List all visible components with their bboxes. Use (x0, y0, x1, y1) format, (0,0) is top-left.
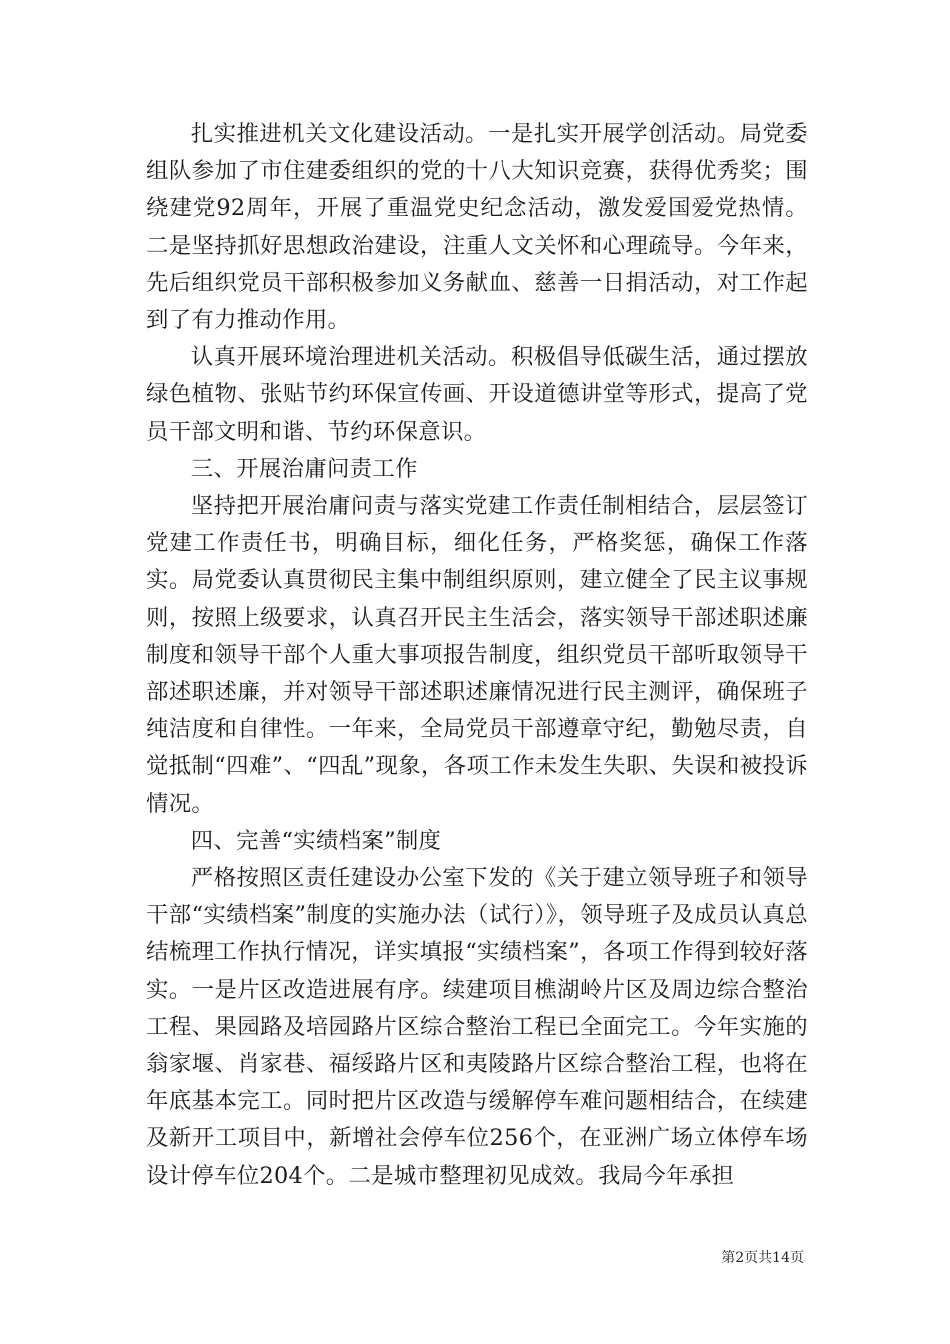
paragraph-accountability: 坚持把开展治庸问责与落实党建工作责任制相结合，层层签订党建工作责任书，明确目标，细化任务，严格奖惩，确保工作落实。局党委认真贯彻民主集中制组织原则，建立健全了民主议事规则，按照上级要求，认真召开民主生活会，落实领导干部述职述廉制度和领导干部个人重大事项报告制度，组织党员干部听取领导干部述职述廉，并对领导干部述职述廉情况进行民主测评，确保班子纯洁度和自律性。一年来，全局党员干部遵章守纪，勤勉尽责，自觉抵制“四难”、“四乱”现象，各项工作未发生失职、失误和被投诉情况。 (146, 493, 808, 817)
document-body (146, 116, 808, 1195)
paragraph-environment-governance: 认真开展环境治理进机关活动。积极倡导低碳生活，通过摆放绿色植物、张贴节约环保宣传画、开设道德讲堂等形式，提高了党员干部文明和谐、节约环保意识。 (146, 344, 808, 445)
section-heading-accountability: 三、开展治庸问责工作 (190, 455, 418, 482)
paragraph-performance-archive: 严格按照区责任建设办公室下发的《关于建立领导班子和领导干部“实绩档案”制度的实施办法（试行）》，领导班子及成员认真总结梳理工作执行情况，详实填报“实绩档案”，各项工作得到较好落实。一是片区改造进展有序。续建项目樵湖岭片区及周边综合整治工程、果园路及培园路片区综合整治工程已全面完工。今年实施的翁家堰、肖家巷、福绥路片区和夷陵路片区综合整治工程，也将在年底基本完工。同时把片区改造与缓解停车难问题相结合，在续建及新开工项目中，新增社会停车位256个，在亚洲广场立体停车场设计停车位204个。二是城市整理初见成效。我局今年承担 (146, 865, 808, 1189)
page-number-footer: 第2页共14页 (721, 1250, 804, 1266)
paragraph-culture-building: 扎实推进机关文化建设活动。一是扎实开展学创活动。局党委组队参加了市住建委组织的党的十八大知识竞赛，获得优秀奖；围绕建党92周年，开展了重温党史纪念活动，激发爱国爱党热情。二是坚持抓好思想政治建设，注重人文关怀和心理疏导。今年来，先后组织党员干部积极参加义务献血、慈善一日捐活动，对工作起到了有力推动作用。 (146, 121, 808, 334)
section-heading-performance-archive: 四、完善“实绩档案”制度 (190, 827, 442, 854)
